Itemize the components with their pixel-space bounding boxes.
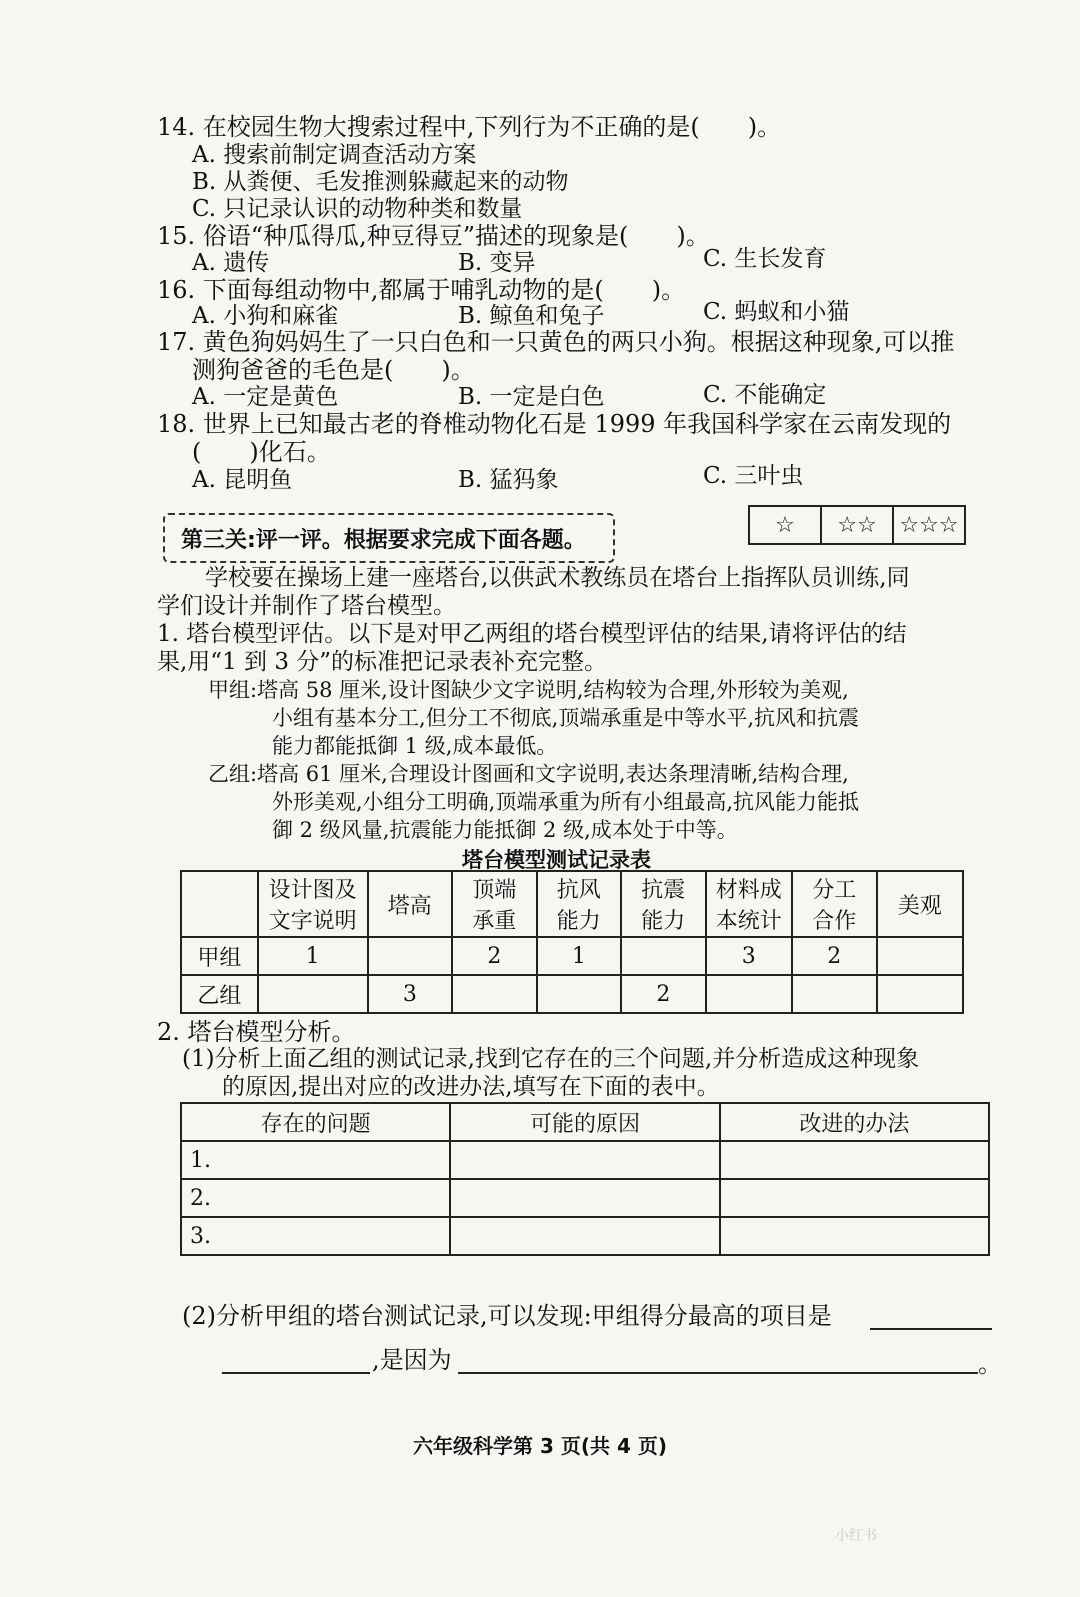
analysis-table [180, 1102, 990, 1256]
score-cell[interactable]: 2 [792, 937, 877, 975]
row-label: 甲组 [181, 937, 258, 975]
problem-cell[interactable]: 2. [181, 1179, 450, 1217]
section3-title: 第三关:评一评。根据要求完成下面各题。 [181, 527, 586, 553]
score-cell[interactable]: 1 [537, 937, 622, 975]
score-cell[interactable] [877, 975, 963, 1013]
intro-line1: 学校要在操场上建一座塔台,以供武术教练员在塔台上指挥队员训练,同 [205, 565, 910, 591]
header-wind: 抗风 能力 [537, 871, 622, 937]
header-design: 设计图及 文字说明 [258, 871, 368, 937]
score-cell[interactable] [368, 937, 453, 975]
score-cell[interactable] [792, 975, 877, 1013]
score-cell[interactable] [537, 975, 622, 1013]
record-table-header-row [181, 871, 963, 937]
header-quake: 抗震 能力 [621, 871, 706, 937]
q14-option-a: A. 搜索前制定调查活动方案 [192, 142, 477, 168]
jia-desc-line3: 能力都能抵御 1 级,成本最低。 [272, 734, 558, 758]
jia-desc-line2: 小组有基本分工,但分工不彻底,顶端承重是中等水平,抗风和抗震 [272, 706, 860, 730]
record-row-yi [181, 975, 963, 1013]
header-improvement: 改进的办法 [720, 1103, 989, 1141]
star-rating-box [748, 505, 966, 545]
improvement-cell[interactable] [720, 1179, 989, 1217]
analysis-row [181, 1141, 989, 1179]
answer-blank-2[interactable] [222, 1372, 370, 1374]
page-footer: 六年级科学第 3 页(共 4 页) [413, 1434, 667, 1458]
analysis-header-row [181, 1103, 989, 1141]
question-18-line1: 18. 世界上已知最古老的脊椎动物化石是 1999 年我国科学家在云南发现的 [157, 410, 952, 438]
star-2: ☆☆ [822, 507, 894, 543]
q18-option-c: C. 三叶虫 [703, 463, 804, 489]
q18-option-a: A. 昆明鱼 [192, 467, 293, 493]
q16-option-b: B. 鲸鱼和兔子 [458, 303, 605, 329]
task1-line1: 1. 塔台模型评估。以下是对甲乙两组的塔台模型评估的结果,请将评估的结 [157, 621, 907, 647]
sentence-end-mark: 。 [978, 1350, 1002, 1378]
task2-title: 2. 塔台模型分析。 [157, 1018, 356, 1046]
q16-option-a: A. 小狗和麻雀 [192, 303, 339, 329]
star-1: ☆ [750, 507, 822, 543]
header-height: 塔高 [368, 871, 453, 937]
header-problem: 存在的问题 [181, 1103, 450, 1141]
header-load: 顶端 承重 [452, 871, 537, 937]
score-cell[interactable] [877, 937, 963, 975]
problem-cell[interactable]: 3. [181, 1217, 450, 1255]
question-15: 15. 俗语“种瓜得瓜,种豆得豆”描述的现象是( )。 [157, 222, 710, 250]
q17-option-b: B. 一定是白色 [458, 384, 605, 410]
q16-option-c: C. 蚂蚁和小猫 [703, 299, 850, 325]
task2-sub1-line1: (1)分析上面乙组的测试记录,找到它存在的三个问题,并分析造成这种现象 [182, 1046, 920, 1072]
score-cell[interactable]: 2 [452, 937, 537, 975]
record-table-caption: 塔台模型测试记录表 [462, 848, 651, 872]
score-cell[interactable]: 3 [368, 975, 453, 1013]
record-table [180, 870, 964, 1014]
task2-sub2-line2: ,是因为 [372, 1346, 452, 1374]
q14-option-b: B. 从粪便、毛发推测躲藏起来的动物 [192, 169, 569, 195]
watermark: 小红书 [835, 1528, 877, 1544]
q18-option-b: B. 猛犸象 [458, 467, 559, 493]
score-cell[interactable] [706, 975, 792, 1013]
improvement-cell[interactable] [720, 1217, 989, 1255]
question-16: 16. 下面每组动物中,都属于哺乳动物的是( )。 [157, 276, 686, 304]
cause-cell[interactable] [450, 1179, 719, 1217]
yi-desc-line1: 乙组:塔高 61 厘米,合理设计图画和文字说明,表达条理清晰,结构合理, [208, 762, 849, 786]
score-cell[interactable] [452, 975, 537, 1013]
task2-sub2-line1: (2)分析甲组的塔台测试记录,可以发现:甲组得分最高的项目是 [182, 1302, 832, 1330]
q14-option-c: C. 只记录认识的动物种类和数量 [192, 196, 523, 222]
header-cause: 可能的原因 [450, 1103, 719, 1141]
section3-title-banner [163, 513, 615, 563]
record-table-corner [181, 871, 258, 937]
header-teamwork: 分工 合作 [792, 871, 877, 937]
cause-cell[interactable] [450, 1141, 719, 1179]
header-appearance: 美观 [877, 871, 963, 937]
score-cell[interactable]: 2 [621, 975, 706, 1013]
row-label: 乙组 [181, 975, 258, 1013]
intro-line2: 学们设计并制作了塔台模型。 [157, 593, 456, 619]
star-3: ☆☆☆ [899, 512, 959, 538]
answer-blank-1[interactable] [870, 1328, 992, 1330]
q17-option-a: A. 一定是黄色 [192, 384, 339, 410]
q15-option-b: B. 变异 [458, 250, 536, 276]
q15-option-c: C. 生长发育 [703, 246, 827, 272]
yi-desc-line2: 外形美观,小组分工明确,顶端承重为所有小组最高,抗风能力能抵 [272, 790, 860, 814]
question-17-line1: 17. 黄色狗妈妈生了一只白色和一只黄色的两只小狗。根据这种现象,可以推 [157, 328, 955, 356]
analysis-row [181, 1179, 989, 1217]
question-17-line2: 测狗爸爸的毛色是( )。 [192, 356, 475, 384]
problem-cell[interactable]: 1. [181, 1141, 450, 1179]
answer-blank-3[interactable] [458, 1372, 978, 1374]
cause-cell[interactable] [450, 1217, 719, 1255]
header-cost: 材料成 本统计 [706, 871, 792, 937]
improvement-cell[interactable] [720, 1141, 989, 1179]
task2-sub1-line2: 的原因,提出对应的改进办法,填写在下面的表中。 [222, 1074, 720, 1100]
task1-line2: 果,用“1 到 3 分”的标准把记录表补充完整。 [157, 649, 608, 675]
question-18-line2: ( )化石。 [192, 438, 331, 466]
analysis-row [181, 1217, 989, 1255]
record-row-jia [181, 937, 963, 975]
jia-desc-line1: 甲组:塔高 58 厘米,设计图缺少文字说明,结构较为合理,外形较为美观, [208, 678, 849, 702]
q17-option-c: C. 不能确定 [703, 382, 827, 408]
score-cell[interactable] [621, 937, 706, 975]
score-cell[interactable]: 1 [258, 937, 368, 975]
score-cell[interactable]: 3 [706, 937, 792, 975]
yi-desc-line3: 御 2 级风量,抗震能力能抵御 2 级,成本处于中等。 [272, 818, 738, 842]
score-cell[interactable] [258, 975, 368, 1013]
q15-option-a: A. 遗传 [192, 250, 270, 276]
question-14: 14. 在校园生物大搜索过程中,下列行为不正确的是( )。 [157, 113, 782, 141]
